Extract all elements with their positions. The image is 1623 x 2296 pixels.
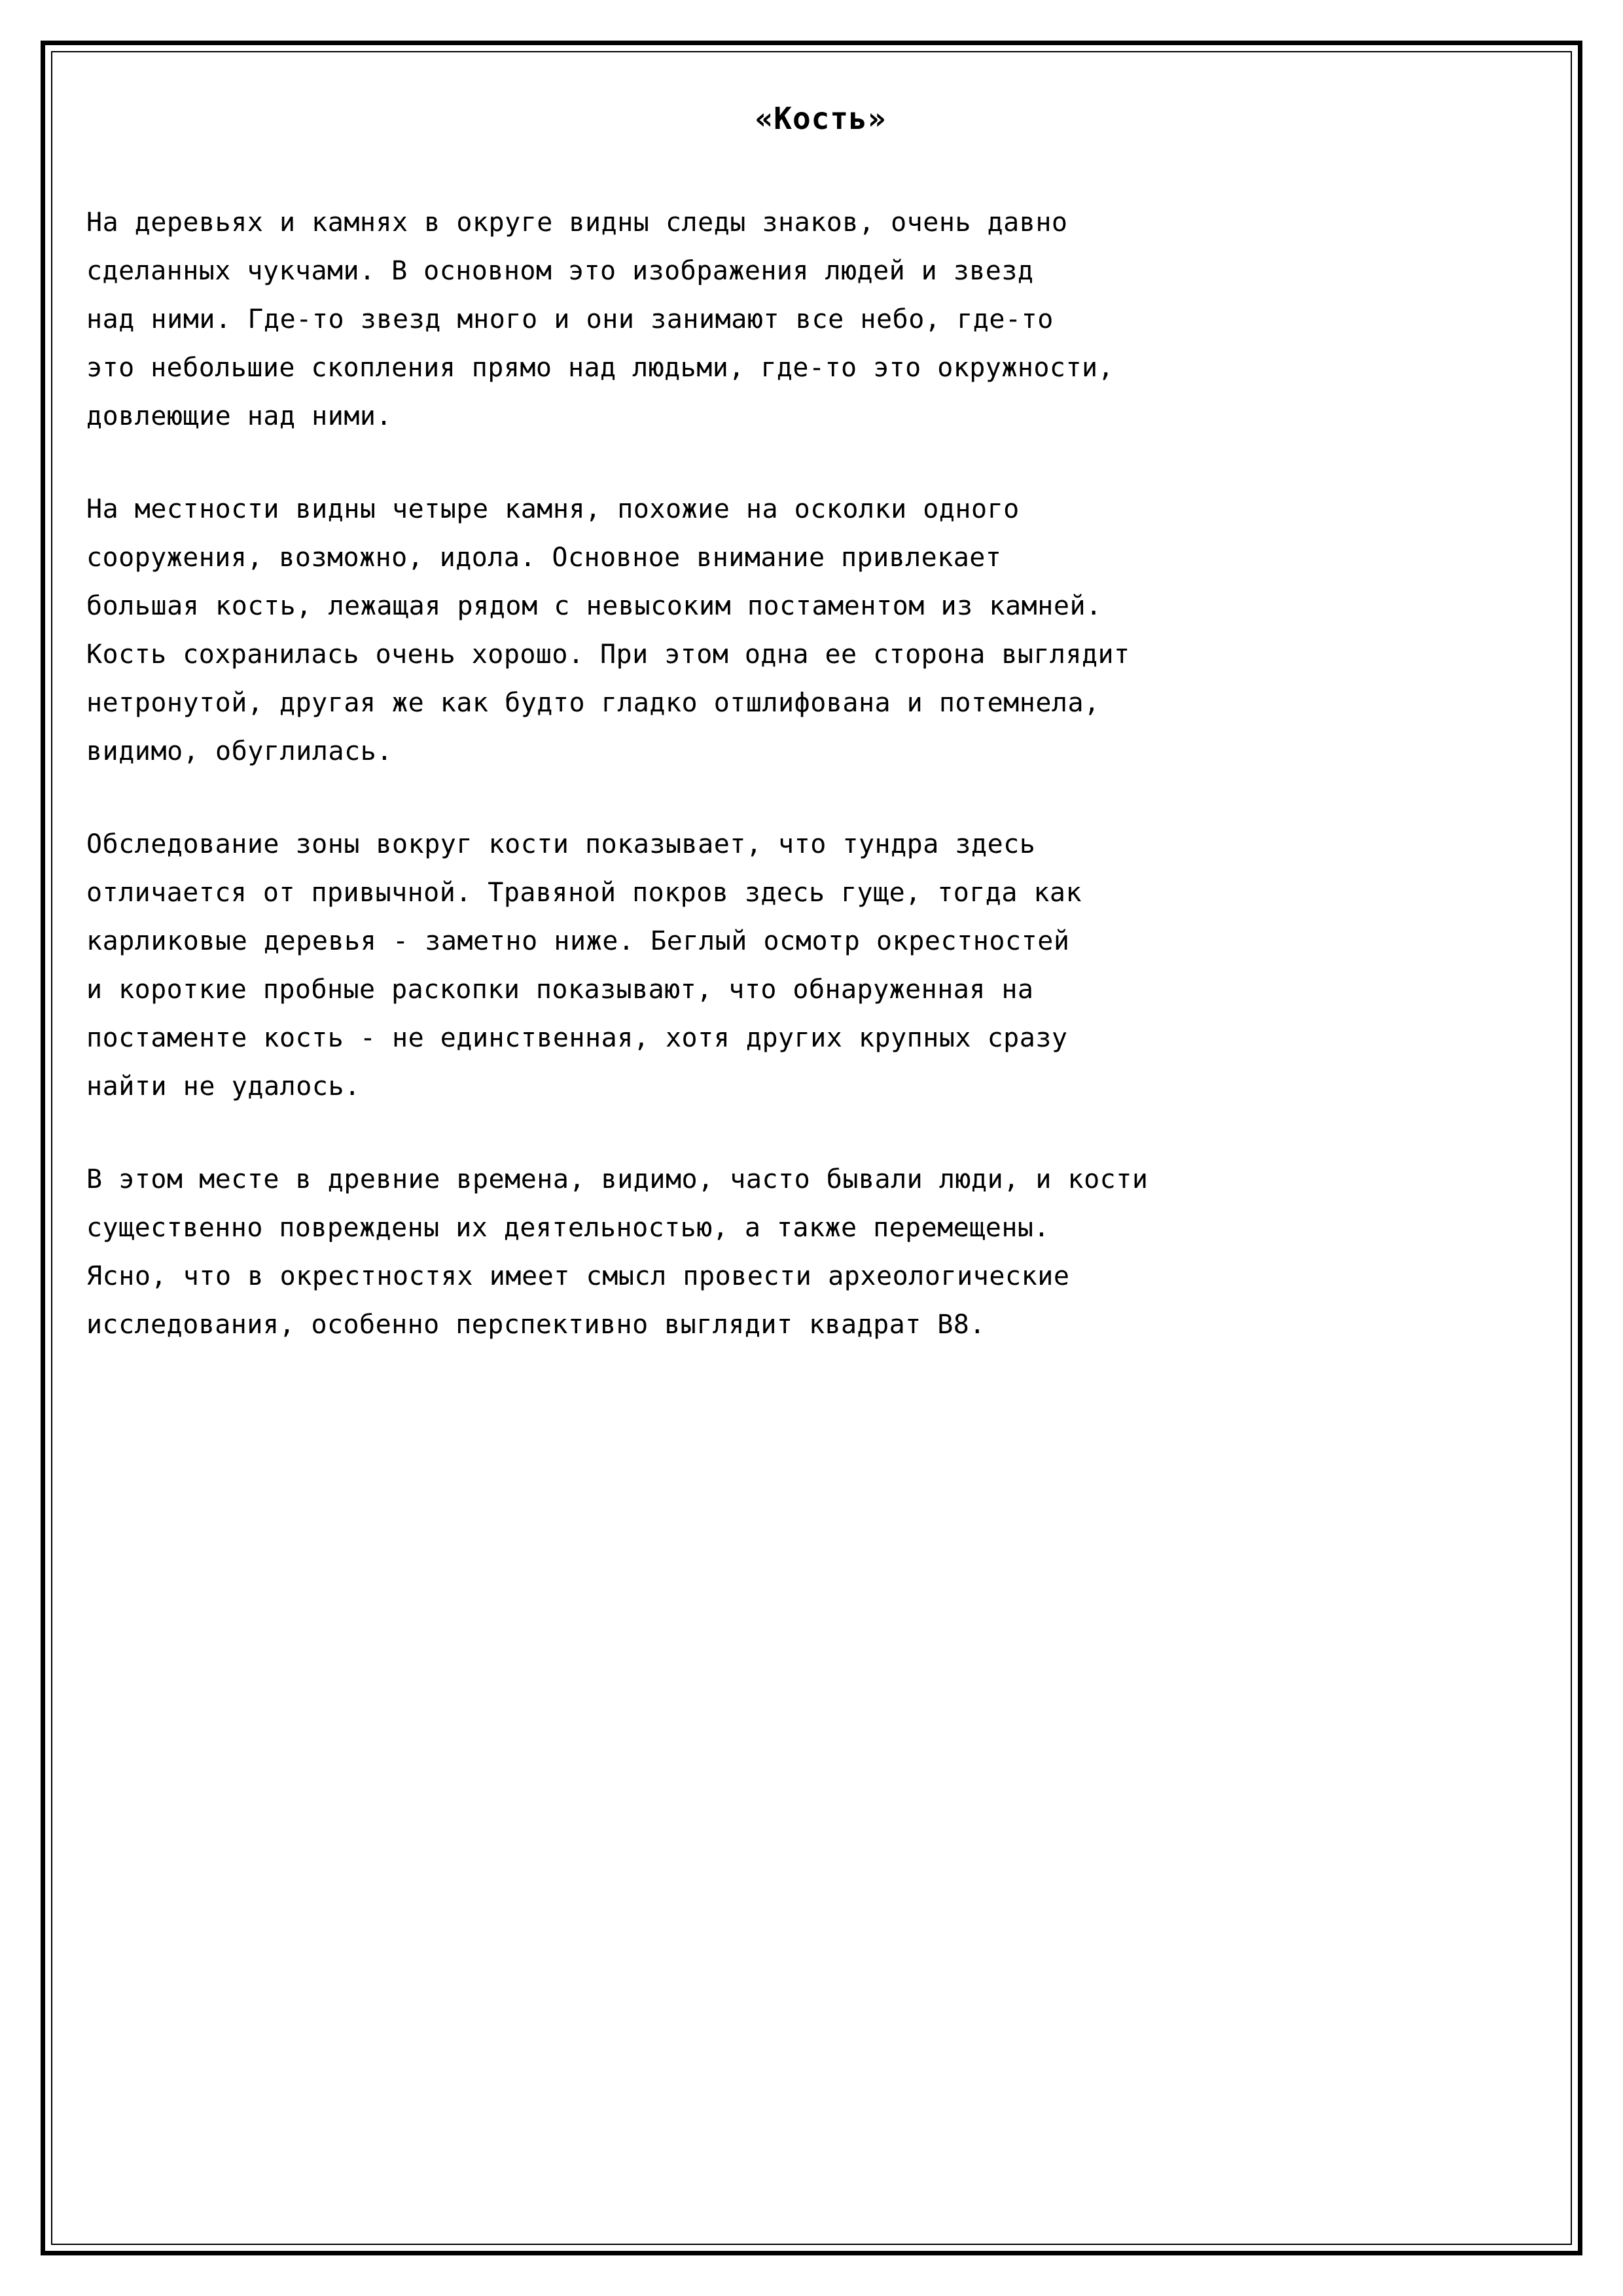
text-line: и короткие пробные раскопки показывают, что обнаруженная на bbox=[86, 974, 1034, 1005]
paragraph bbox=[86, 1155, 1516, 1349]
page-border-outer bbox=[41, 41, 1582, 2255]
document-body bbox=[86, 198, 1516, 1349]
paragraph bbox=[86, 820, 1516, 1111]
text-line: существенно повреждены их деятельностью, а также перемещены. bbox=[86, 1212, 1050, 1243]
text-line: нетронутой, другая же как будто гладко отшлифована и потемнела, bbox=[86, 687, 1100, 718]
text-line: Обследование зоны вокруг кости показывает, что тундра здесь bbox=[86, 829, 1036, 859]
page-border-inner bbox=[51, 51, 1572, 2245]
text-line: довлеющие над ними. bbox=[86, 401, 393, 431]
page-title: «Кость» bbox=[755, 101, 887, 136]
text-line: над ними. Где-то звезд много и они занимают все небо, где-то bbox=[86, 304, 1054, 334]
text-line: В этом месте в древние времена, видимо, часто бывали люди, и кости bbox=[86, 1164, 1149, 1194]
text-line: постаменте кость - не единственная, хотя других крупных сразу bbox=[86, 1022, 1068, 1053]
text-line: карликовые деревья - заметно ниже. Беглый осмотр окрестностей bbox=[86, 925, 1070, 956]
text-line: сооружения, возможно, идола. Основное внимание привлекает bbox=[86, 542, 1002, 573]
document-sheet bbox=[52, 52, 1594, 2267]
text-line: Кость сохранилась очень хорошо. При этом одна ее сторона выглядит bbox=[86, 639, 1130, 670]
text-line: найти не удалось. bbox=[86, 1071, 361, 1102]
text-line: На деревьях и камнях в округе видны следы знаков, очень давно bbox=[86, 207, 1068, 238]
text-line: большая кость, лежащая рядом с невысоким постаментом из камней. bbox=[86, 590, 1102, 621]
text-line: отличается от привычной. Травяной покров здесь гуще, тогда как bbox=[86, 877, 1082, 908]
text-line: сделанных чукчами. В основном это изображения людей и звезд bbox=[86, 255, 1034, 286]
text-line: На местности видны четыре камня, похожие на осколки одного bbox=[86, 493, 1020, 524]
text-line: Ясно, что в окрестностях имеет смысл провести археологические bbox=[86, 1261, 1070, 1291]
text-line: исследования, особенно перспективно выглядит квадрат B8. bbox=[86, 1309, 986, 1340]
paragraph bbox=[86, 485, 1516, 776]
paragraph bbox=[86, 198, 1516, 440]
text-line: это небольшие скопления прямо над людьми, где-то это окружности, bbox=[86, 352, 1115, 383]
text-line: видимо, обуглилась. bbox=[86, 736, 393, 766]
